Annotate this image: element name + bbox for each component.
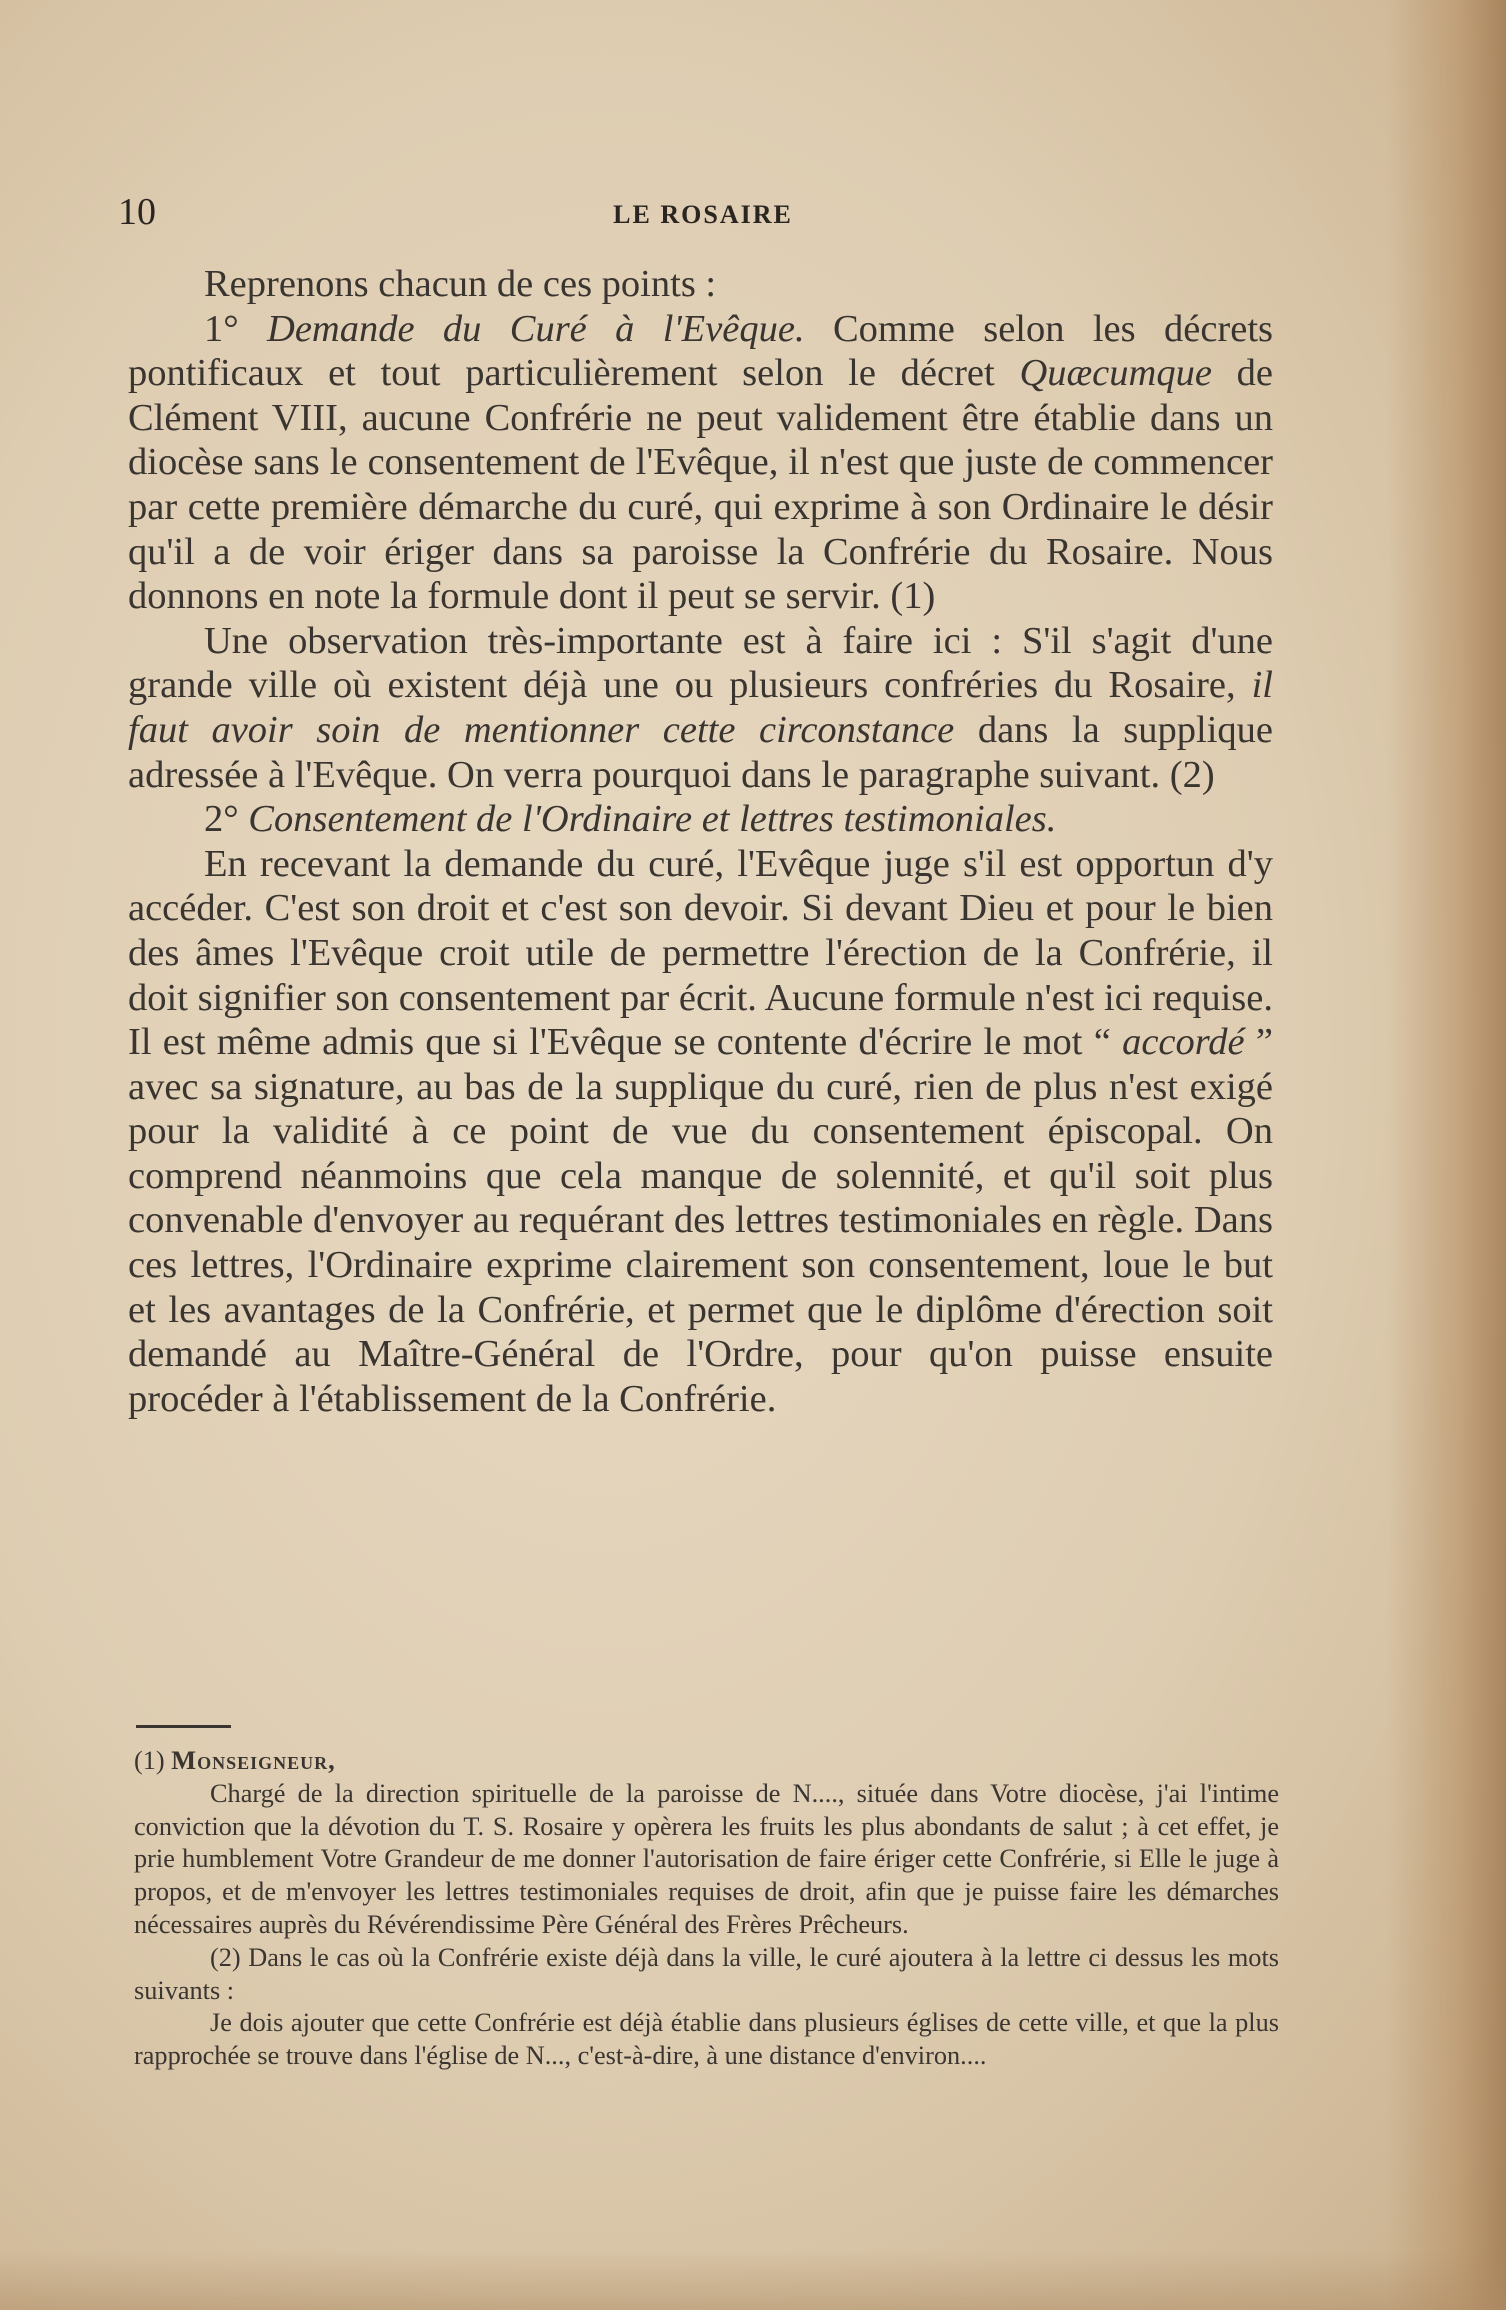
page-header bbox=[118, 190, 1288, 240]
footnote-1-heading bbox=[134, 1745, 1279, 1778]
paragraph bbox=[128, 842, 1273, 1422]
paragraph-text: ” avec sa signature, au bas de la supplique du curé, rien de plus n'est exigé pour la validité à ce point de vue du consentement épiscopal. On comprend néanmoins que cela manque de solennité, et qu'il soit plus convenable d'envoyer au requérant des lettres testimoniales en règle. Dans ces lettres, l'Ordinaire exprime clairement son consentement, loue le but et les avantages de la Confrérie, et permet que le diplôme d'érection soit demandé au Maître-Général de l'Ordre, pour qu'on puisse ensuite procéder à l'établissement de la Confrérie. bbox=[128, 1021, 1273, 1420]
footnote-2: (2) Dans le cas où la Confrérie existe déjà dans la ville, le curé ajoutera à la lettre ci dessus les mots suivants : bbox=[134, 1942, 1279, 2005]
paragraph-text: de Clément VIII, aucune Confrérie ne peut validement être établie dans un diocèse sans le consentement de l'Evêque, il n'est que juste de commencer par cette première démarche du curé, qui exprime à son Ordinaire le désir qu'il a de voir ériger dans sa paroisse la Confrérie du Rosaire. Nous donnons en note la formule dont il peut se servir. (1) bbox=[128, 352, 1273, 618]
footnote-rule bbox=[136, 1725, 231, 1728]
paragraph-text: Comme selon les décrets pontificaux et tout particulièrement selon le décret bbox=[128, 307, 1273, 395]
section-number: 2° bbox=[204, 798, 249, 841]
page-edge-shadow bbox=[1386, 0, 1506, 2310]
section-heading: Demande du Curé à l'Evêque. bbox=[267, 307, 805, 350]
footnote-label: (1) bbox=[134, 1746, 172, 1775]
paragraph-text: En recevant la demande du curé, l'Evêque juge s'il est opportun d'y accéder. C'est son droit et c'est son devoir. Si devant Dieu et pour le bien des âmes l'Evêque croit utile de permettre l'érection de la Confrérie, il doit signifier son consentement par écrit. Aucune formule n'est ici requise. Il est même admis que si l'Evêque se contente d'écrire le mot “ bbox=[128, 842, 1273, 1064]
paragraph bbox=[128, 797, 1273, 842]
main-text bbox=[128, 262, 1273, 1421]
footnotes bbox=[134, 1745, 1279, 2073]
paragraph-text: dans la supplique adressée à l'Evêque. On verra pourquoi dans le paragraphe suivant. (2) bbox=[128, 708, 1273, 796]
footnote-salutation: Monseigneur, bbox=[171, 1746, 336, 1775]
page-bottom-shadow bbox=[0, 2250, 1506, 2310]
italic-term: Quæcumque bbox=[1019, 352, 1212, 395]
paragraph-text: Une observation très-importante est à faire ici : S'il s'agit d'une grande ville où existent déjà une ou plusieurs confréries du Rosaire, bbox=[128, 619, 1273, 707]
paragraph bbox=[128, 262, 1273, 307]
paragraph-text: Reprenons chacun de ces points : bbox=[204, 263, 717, 305]
paragraph bbox=[128, 307, 1273, 619]
page-number: 10 bbox=[118, 191, 156, 233]
footnote-2-quote: Je dois ajouter que cette Confrérie est déjà établie dans plusieurs églises de cette ville, et que la plus rapprochée se trouve dans l'église de N..., c'est-à-dire, à une distance d'environ.... bbox=[134, 2008, 1279, 2071]
running-head: LE ROSAIRE bbox=[613, 200, 793, 229]
section-heading: Consentement de l'Ordinaire et lettres testimoniales. bbox=[248, 798, 1057, 841]
italic-emphasis: il faut avoir soin de mentionner cette circonstance bbox=[128, 664, 1273, 751]
footnote-1-body: Chargé de la direction spirituelle de la paroisse de N...., située dans Votre diocèse, j'ai l'intime conviction que la dévotion du T. S. Rosaire y opèrera les fruits les plus abondants de salut ; à cet effet, je prie humblement Votre Grandeur de me donner l'autorisation de faire ériger cette Confrérie, si Elle le juge à propos, et de m'envoyer les lettres testimoniales requises de droit, afin que je puisse faire les démarches nécessaires auprès du Révérendissime Père Général des Frères Prêcheurs. bbox=[134, 1778, 1279, 1939]
paragraph bbox=[128, 619, 1273, 797]
italic-term: accordé bbox=[1122, 1021, 1245, 1064]
section-number: 1° bbox=[204, 307, 268, 350]
